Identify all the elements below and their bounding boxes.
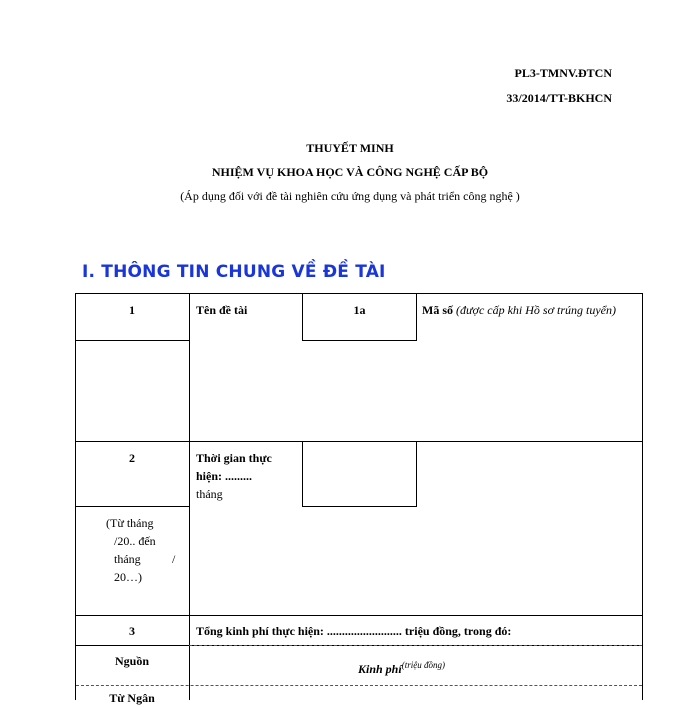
period-line3a: tháng [114,552,141,566]
section-heading: I. THÔNG TIN CHUNG VỀ ĐỀ TÀI [82,262,386,282]
period-line3b: / [172,552,176,566]
budget-header [358,656,445,678]
row1-label: Tên đề tài [196,303,248,317]
total-budget-label: Tổng kinh phí thực hiện: ......................... triệu đồng, trong đó: [196,624,512,638]
period-line4: 20…) [114,570,142,584]
row3-number: 3 [129,624,135,638]
row1a-number: 1a [353,303,366,317]
duration-label-line1: Thời gian thực [196,451,272,465]
state-budget-label: Từ Ngân [109,691,155,705]
document-scope-note: (Áp dụng đối với đề tài nghiên cứu ứng dụng và phát triển công nghệ ) [180,189,520,203]
period-line2: /20.. đến [114,534,156,548]
duration-label-line3: tháng [196,487,223,501]
circular-code: 33/2014/TT-BKHCN [506,91,612,105]
row1-number: 1 [129,303,135,317]
budget-unit: (triệu đồng) [401,660,445,670]
budget-label: Kinh phí [358,662,402,676]
document-subtitle: NHIỆM VỤ KHOA HỌC VÀ CÔNG NGHỆ CẤP BỘ [211,165,489,179]
duration-label-line2: hiện: ......... [196,469,253,483]
source-label: Nguồn [114,654,149,668]
document-title: THUYẾT MINH [306,141,394,155]
period-line1: (Từ tháng [106,516,154,530]
code-field-label [422,301,622,319]
code-note: (được cấp khi Hồ sơ trúng tuyển) [456,303,616,317]
form-code: PL3-TMNV.ĐTCN [514,66,612,80]
row2-number: 2 [129,451,135,465]
code-label: Mã số [422,303,453,317]
